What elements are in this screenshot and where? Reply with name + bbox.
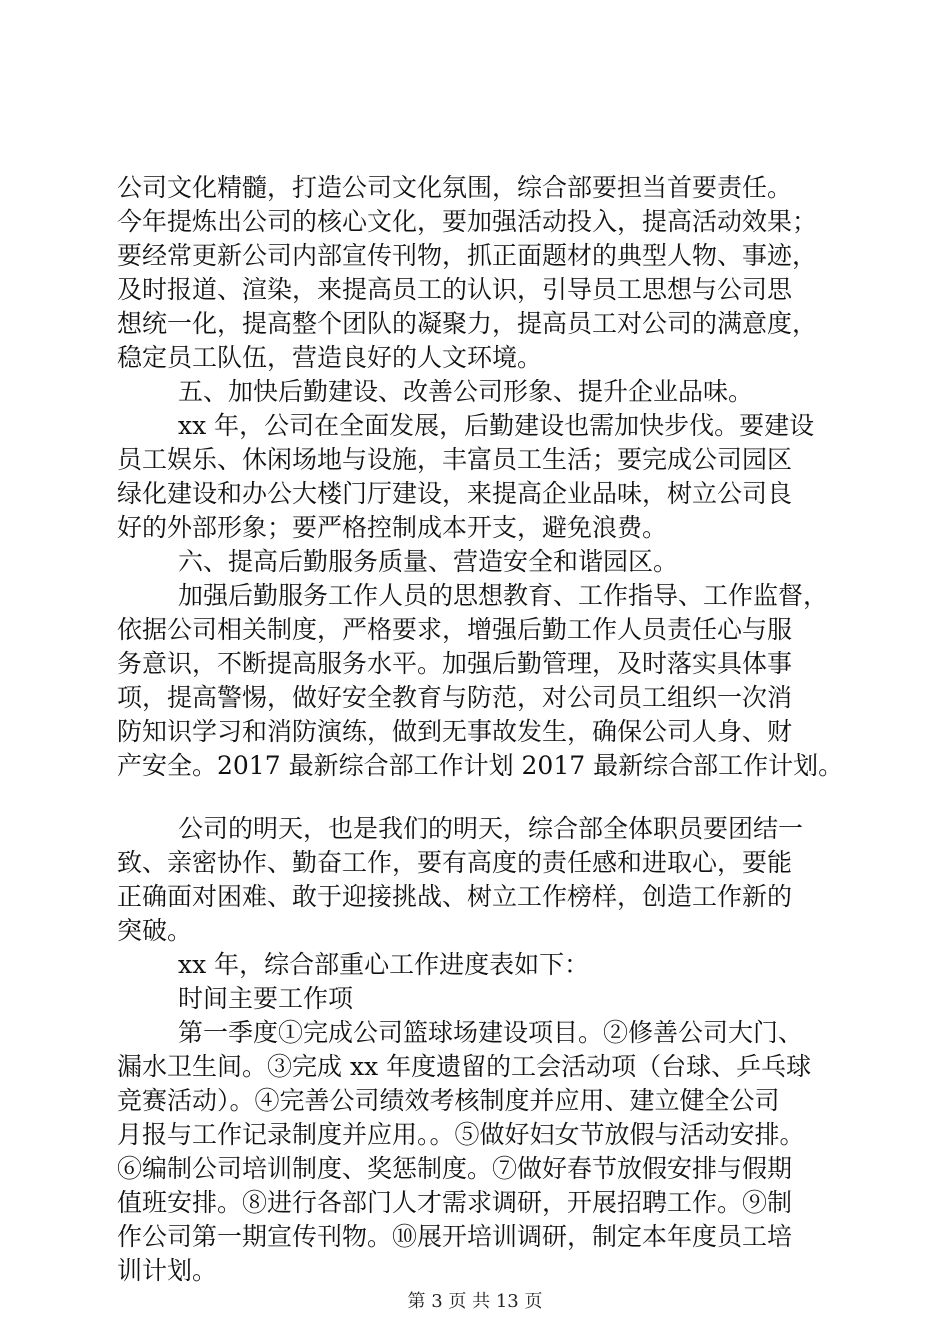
body-text-line: 及时报道、渲染，来提高员工的认识，引导员工思想与公司思 [117,275,793,304]
body-text-line: 项，提高警惕，做好安全教育与防范，对公司员工组织一次消 [117,683,793,712]
body-text-line: 时间主要工作项 [178,984,354,1013]
body-text-line: 依据公司相关制度，严格要求，增强后勤工作人员责任心与服 [117,615,793,644]
body-text-line: 值班安排。⑧进行各部门人才需求调研，开展招聘工作。⑨制 [117,1188,793,1217]
body-text-line: 防知识学习和消防演练，做到无事故发生，确保公司人身、财 [117,717,793,746]
page-number-footer: 第 3 页 共 13 页 [407,1291,543,1312]
body-text-line: 想统一化，提高整个团队的凝聚力，提高员工对公司的满意度， [117,309,818,338]
body-text-line: 训计划。 [117,1256,218,1285]
body-text-line: 员工娱乐、休闲场地与设施，丰富员工生活；要完成公司园区 [117,445,793,474]
body-text-line: 务意识，不断提高服务水平。加强后勤管理，及时落实具体事 [117,649,793,678]
body-text-line: ⑥编制公司培训制度、奖惩制度。⑦做好春节放假安排与假期 [117,1154,793,1183]
body-text-line: xx 年，综合部重心工作进度表如下： [178,950,590,979]
body-text-line: 第一季度①完成公司篮球场建设项目。②修善公司大门、 [178,1018,804,1047]
body-text-line: 作公司第一期宣传刊物。⑩展开培训调研，制定本年度员工培 [117,1222,793,1251]
body-text-line: 突破。 [117,916,193,945]
body-text-line: 致、亲密协作、勤奋工作，要有高度的责任感和进取心，要能 [117,848,793,877]
body-text-line: 正确面对困难、敢于迎接挑战、树立工作榜样，创造工作新的 [117,882,793,911]
body-text-line: 要经常更新公司内部宣传刊物，抓正面题材的典型人物、事迹， [117,241,818,270]
body-text-line: 漏水卫生间。③完成 xx 年度遗留的工会活动项（台球、乒乓球 [117,1052,812,1081]
body-text-line: xx 年，公司在全面发展，后勤建设也需加快步伐。要建设 [178,411,815,440]
body-text-line: 竞赛活动）。④完善公司绩效考核制度并应用、建立健全公司 [117,1086,780,1115]
body-text-line: 加强后勤服务工作人员的思想教育、工作指导、工作监督， [178,581,829,610]
section-heading: 六、提高后勤服务质量、营造安全和谐园区。 [178,547,679,576]
body-text-line: 公司文化精髓，打造公司文化氛围，综合部要担当首要责任。 [117,173,793,202]
body-text-line: 稳定员工队伍，营造良好的人文环境。 [117,343,543,372]
body-text-line: 公司的明天，也是我们的明天，综合部全体职员要团结一 [178,814,804,843]
body-text-line: 产安全。2017 最新综合部工作计划 2017 最新综合部工作计划。 [117,751,844,780]
section-heading: 五、加快后勤建设、改善公司形象、提升企业品味。 [178,377,754,406]
body-text-line: 今年提炼出公司的核心文化，要加强活动投入，提高活动效果； [117,207,818,236]
body-text-line: 好的外部形象；要严格控制成本开支，避免浪费。 [117,513,668,542]
body-text-line: 月报与工作记录制度并应用。。⑤做好妇女节放假与活动安排。 [117,1120,805,1149]
body-text-line: 绿化建设和办公大楼门厅建设，来提高企业品味，树立公司良 [117,479,793,508]
